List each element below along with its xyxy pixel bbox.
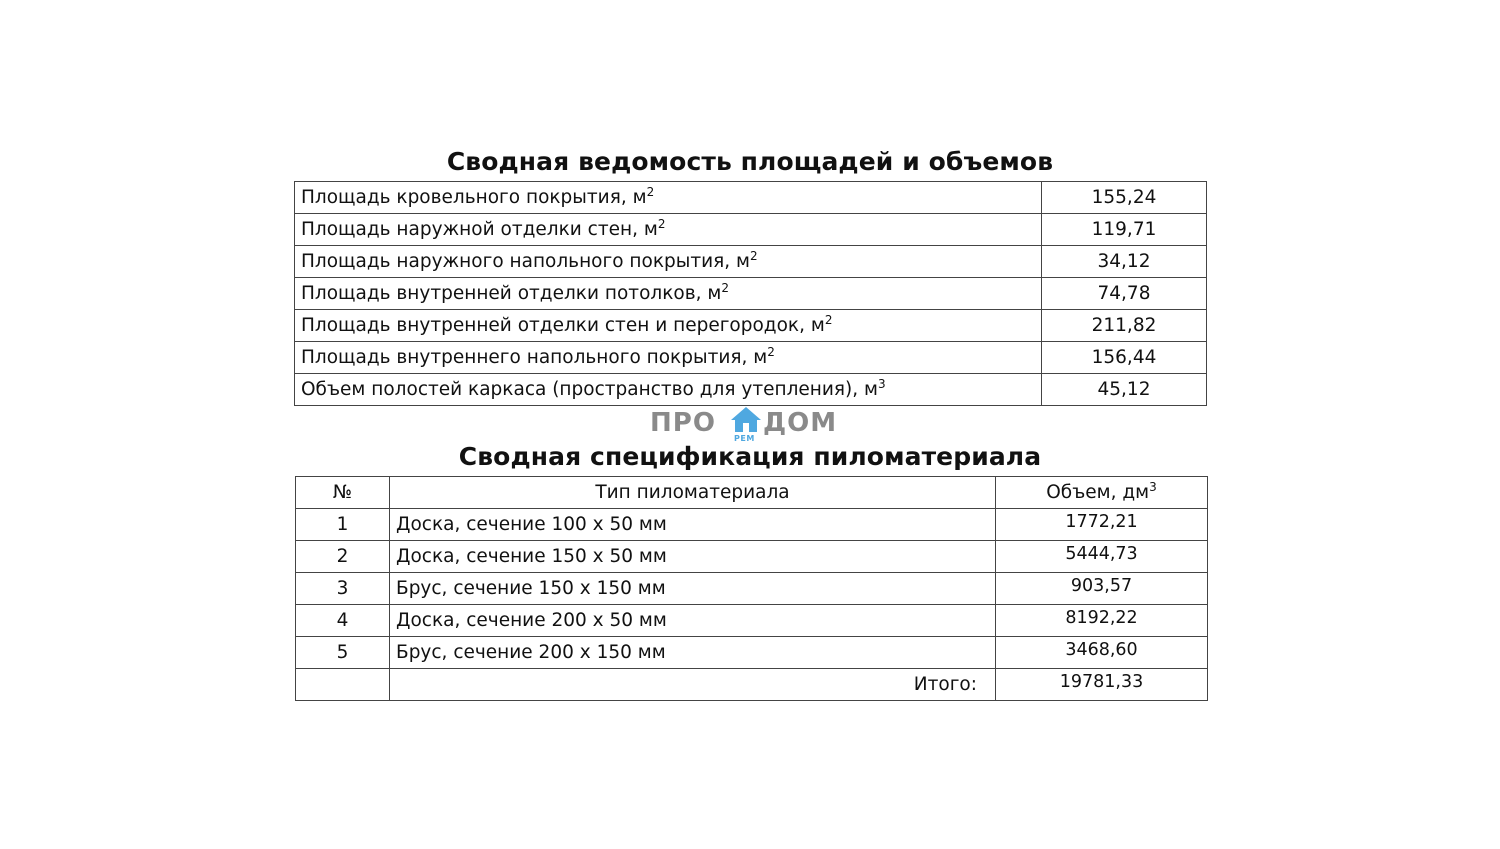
column-header-volume: Объем, $дм^3$ <box>996 477 1208 509</box>
lumber-type: Доска, сечение 100 х 50 мм <box>390 509 996 541</box>
table-row <box>295 182 1207 214</box>
column-header-num: № <box>296 477 390 509</box>
lumber-type: Брус, сечение 200 х 150 мм <box>390 637 996 669</box>
summary-value: 45,12 <box>1042 374 1207 406</box>
row-number: 5 <box>296 637 390 669</box>
summary-label: Объем полостей каркаса (пространство для утепления), $м^3$ <box>295 374 1042 406</box>
total-row <box>296 669 1208 701</box>
row-number: 1 <box>296 509 390 541</box>
table-row <box>295 374 1207 406</box>
summary-title: Сводная ведомость площадей и объемов <box>446 147 1054 176</box>
logo-left-text: ПРО <box>650 408 716 438</box>
table-row <box>296 509 1208 541</box>
summary-value: 119,71 <box>1042 214 1207 246</box>
summary-label: Площадь наружного напольного покрытия, $м^2$ <box>295 246 1042 278</box>
lumber-table <box>295 476 1208 701</box>
column-header-type: Тип пиломатериала <box>390 477 996 509</box>
logo-sub-text: РЕМ <box>734 434 755 443</box>
lumber-volume: 3468,60 <box>996 637 1208 669</box>
table-row <box>296 541 1208 573</box>
summary-value: 74,78 <box>1042 278 1207 310</box>
lumber-type: Брус, сечение 150 х 150 мм <box>390 573 996 605</box>
lumber-type: Доска, сечение 150 х 50 мм <box>390 541 996 573</box>
lumber-volume: 5444,73 <box>996 541 1208 573</box>
lumber-volume: 903,57 <box>996 573 1208 605</box>
table-row <box>295 342 1207 374</box>
empty-cell <box>296 669 390 701</box>
lumber-type: Доска, сечение 200 х 50 мм <box>390 605 996 637</box>
summary-label: Площадь внутренней отделки потолков, $м^2$ <box>295 278 1042 310</box>
summary-label: Площадь внутренней отделки стен и перегородок, $м^2$ <box>295 310 1042 342</box>
lumber-volume: 8192,22 <box>996 605 1208 637</box>
row-number: 2 <box>296 541 390 573</box>
summary-value: 211,82 <box>1042 310 1207 342</box>
total-label: Итого: <box>390 669 996 701</box>
table-row <box>295 246 1207 278</box>
summary-table <box>294 181 1207 406</box>
logo-right-text: ДОМ <box>763 408 838 438</box>
summary-value: 156,44 <box>1042 342 1207 374</box>
lumber-title: Сводная спецификация пиломатериала <box>458 442 1042 471</box>
summary-value: 155,24 <box>1042 182 1207 214</box>
table-row <box>295 214 1207 246</box>
table-row <box>295 278 1207 310</box>
row-number: 4 <box>296 605 390 637</box>
row-number: 3 <box>296 573 390 605</box>
summary-label: Площадь кровельного покрытия, $м^2$ <box>295 182 1042 214</box>
lumber-volume: 1772,21 <box>996 509 1208 541</box>
watermark-logo <box>650 406 850 442</box>
table-row <box>296 605 1208 637</box>
table-header-row <box>296 477 1208 509</box>
table-row <box>295 310 1207 342</box>
total-value: 19781,33 <box>996 669 1208 701</box>
summary-label: Площадь наружной отделки стен, $м^2$ <box>295 214 1042 246</box>
summary-label: Площадь внутреннего напольного покрытия, $м^2$ <box>295 342 1042 374</box>
table-row <box>296 573 1208 605</box>
summary-value: 34,12 <box>1042 246 1207 278</box>
table-row <box>296 637 1208 669</box>
